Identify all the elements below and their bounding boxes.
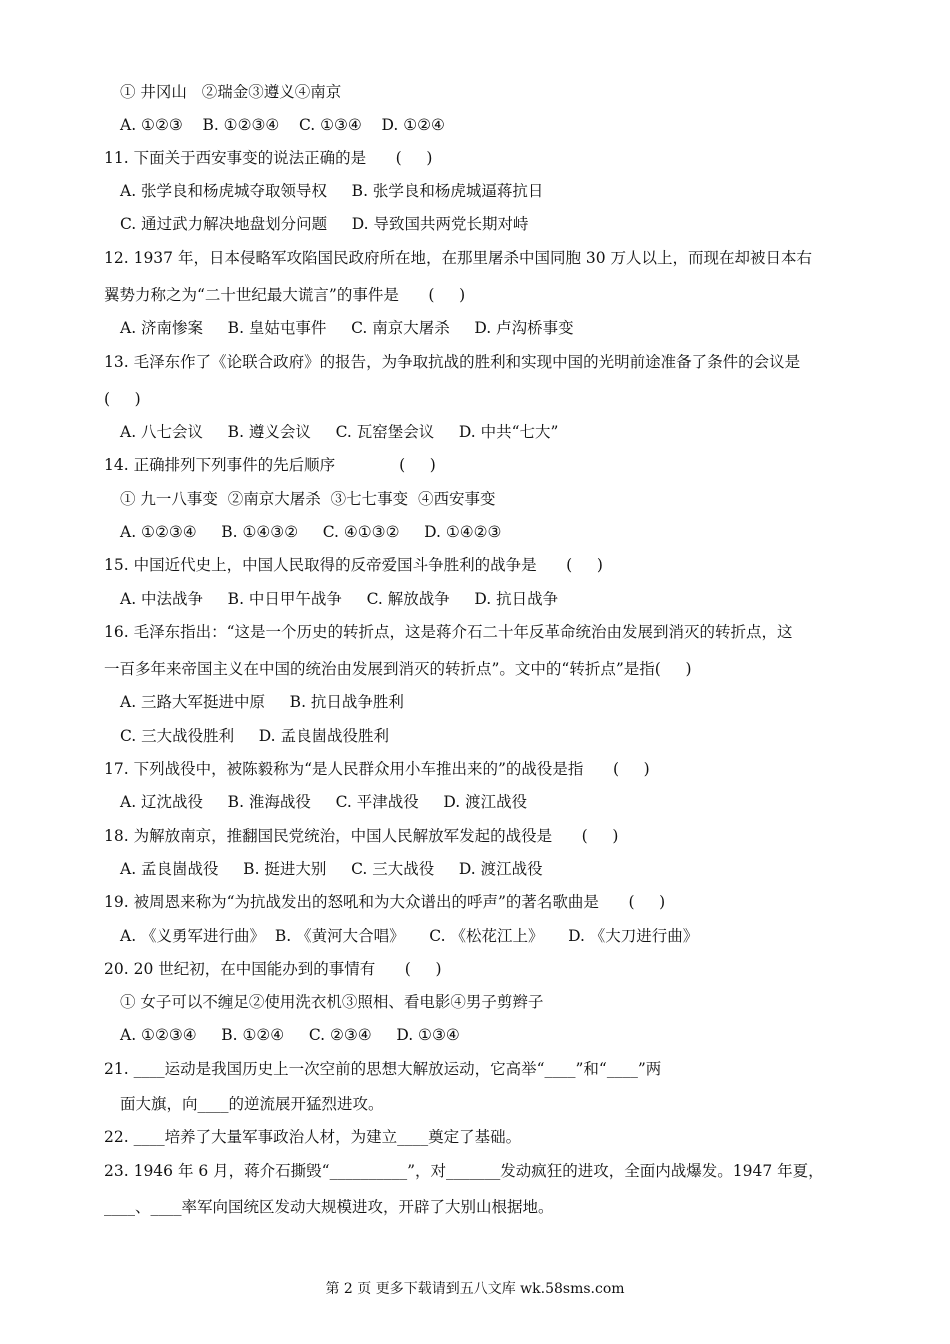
q19-choices: A. 《义勇军进行曲》 B. 《黄河大合唱》 C. 《松花江上》 D. 《大刀进行曲》 <box>120 927 699 945</box>
q11-stem: 11. 下面关于西安事变的说法正确的是 ( ) <box>104 149 433 167</box>
q16-stem-line2: 一百多年来帝国主义在中国的统治由发展到消灭的转折点”。文中的“转折点”是指( ) <box>104 660 692 678</box>
q16-choices-ab: A. 三路大军挺进中原 B. 抗日战争胜利 <box>120 693 404 711</box>
q17-stem: 17. 下列战役中，被陈毅称为“是人民群众用小车推出来的”的战役是指 ( ) <box>104 760 650 778</box>
q19-stem: 19. 被周恩来称为“为抗战发出的怒吼和为大众谱出的呼声”的著名歌曲是 ( ) <box>104 893 666 911</box>
q15-stem: 15. 中国近代史上，中国人民取得的反帝爱国斗争胜利的战争是 ( ) <box>104 556 603 574</box>
q23-stem-line2: ____、____率军向国统区发动大规模进攻，开辟了大别山根据地。 <box>104 1198 554 1216</box>
q20-options-list: ① 女子可以不缠足②使用洗衣机③照相、看电影④男子剪辫子 <box>120 993 544 1011</box>
q12-stem-line1: 12. 1937 年，日本侵略军攻陷国民政府所在地，在那里屠杀中国同胞 30 万人以上，而现在却被日本右 <box>104 249 813 267</box>
q14-choices: A. ①②③④ B. ①④③② C. ④①③② D. ①④②③ <box>120 523 502 541</box>
q18-stem: 18. 为解放南京，推翻国民党统治，中国人民解放军发起的战役是 ( ) <box>104 827 619 845</box>
q13-stem-line2: ( ) <box>104 390 141 408</box>
q13-stem-line1: 13. 毛泽东作了《论联合政府》的报告，为争取抗战的胜利和实现中国的光明前途准备了条件的会议是 <box>104 353 801 371</box>
page-footer: 第 2 页 更多下载请到五八文库 wk.58sms.com <box>325 1281 625 1297</box>
q16-choices-cd: C. 三大战役胜利 D. 孟良崮战役胜利 <box>120 727 390 745</box>
q20-choices: A. ①②③④ B. ①②④ C. ②③④ D. ①③④ <box>120 1026 460 1044</box>
q17-choices: A. 辽沈战役 B. 淮海战役 C. 平津战役 D. 渡江战役 <box>120 793 528 811</box>
q10-options-list: ① 井冈山 ②瑞金③遵义④南京 <box>120 83 342 101</box>
q21-stem-line2: 面大旗，向____的逆流展开猛烈进攻。 <box>120 1095 384 1113</box>
q11-choices-ab: A. 张学良和杨虎城夺取领导权 B. 张学良和杨虎城逼蒋抗日 <box>120 182 544 200</box>
q10-choices: A. ①②③ B. ①②③④ C. ①③④ D. ①②④ <box>120 116 445 134</box>
q16-stem-line1: 16. 毛泽东指出：“这是一个历史的转折点，这是蒋介石二十年反革命统治由发展到消灭的转折点，这 <box>104 623 793 641</box>
q14-events-list: ① 九一八事变 ②南京大屠杀 ③七七事变 ④西安事变 <box>120 490 496 508</box>
q18-choices: A. 孟良崮战役 B. 挺进大别 C. 三大战役 D. 渡江战役 <box>120 860 543 878</box>
q21-stem-line1: 21. ____运动是我国历史上一次空前的思想大解放运动，它高举“____”和“____”两 <box>104 1060 662 1078</box>
q20-stem: 20. 20 世纪初，在中国能办到的事情有 ( ) <box>104 960 442 978</box>
q14-stem: 14. 正确排列下列事件的先后顺序 ( ) <box>104 456 436 474</box>
q15-choices: A. 中法战争 B. 中日甲午战争 C. 解放战争 D. 抗日战争 <box>120 590 559 608</box>
q13-choices: A. 八七会议 B. 遵义会议 C. 瓦窑堡会议 D. 中共“七大” <box>120 423 559 441</box>
q12-stem-line2: 翼势力称之为“二十世纪最大谎言”的事件是 ( ) <box>104 286 466 304</box>
q12-choices: A. 济南惨案 B. 皇姑屯事件 C. 南京大屠杀 D. 卢沟桥事变 <box>120 319 574 337</box>
q22-stem: 22. ____培养了大量军事政治人材，为建立____奠定了基础。 <box>104 1128 522 1146</box>
q23-stem-line1: 23. 1946 年 6 月，蒋介石撕毁“__________”，对_______发动疯狂的进攻，全面内战爆发。1947 年夏， <box>104 1162 824 1180</box>
q11-choices-cd: C. 通过武力解决地盘划分问题 D. 导致国共两党长期对峙 <box>120 215 529 233</box>
